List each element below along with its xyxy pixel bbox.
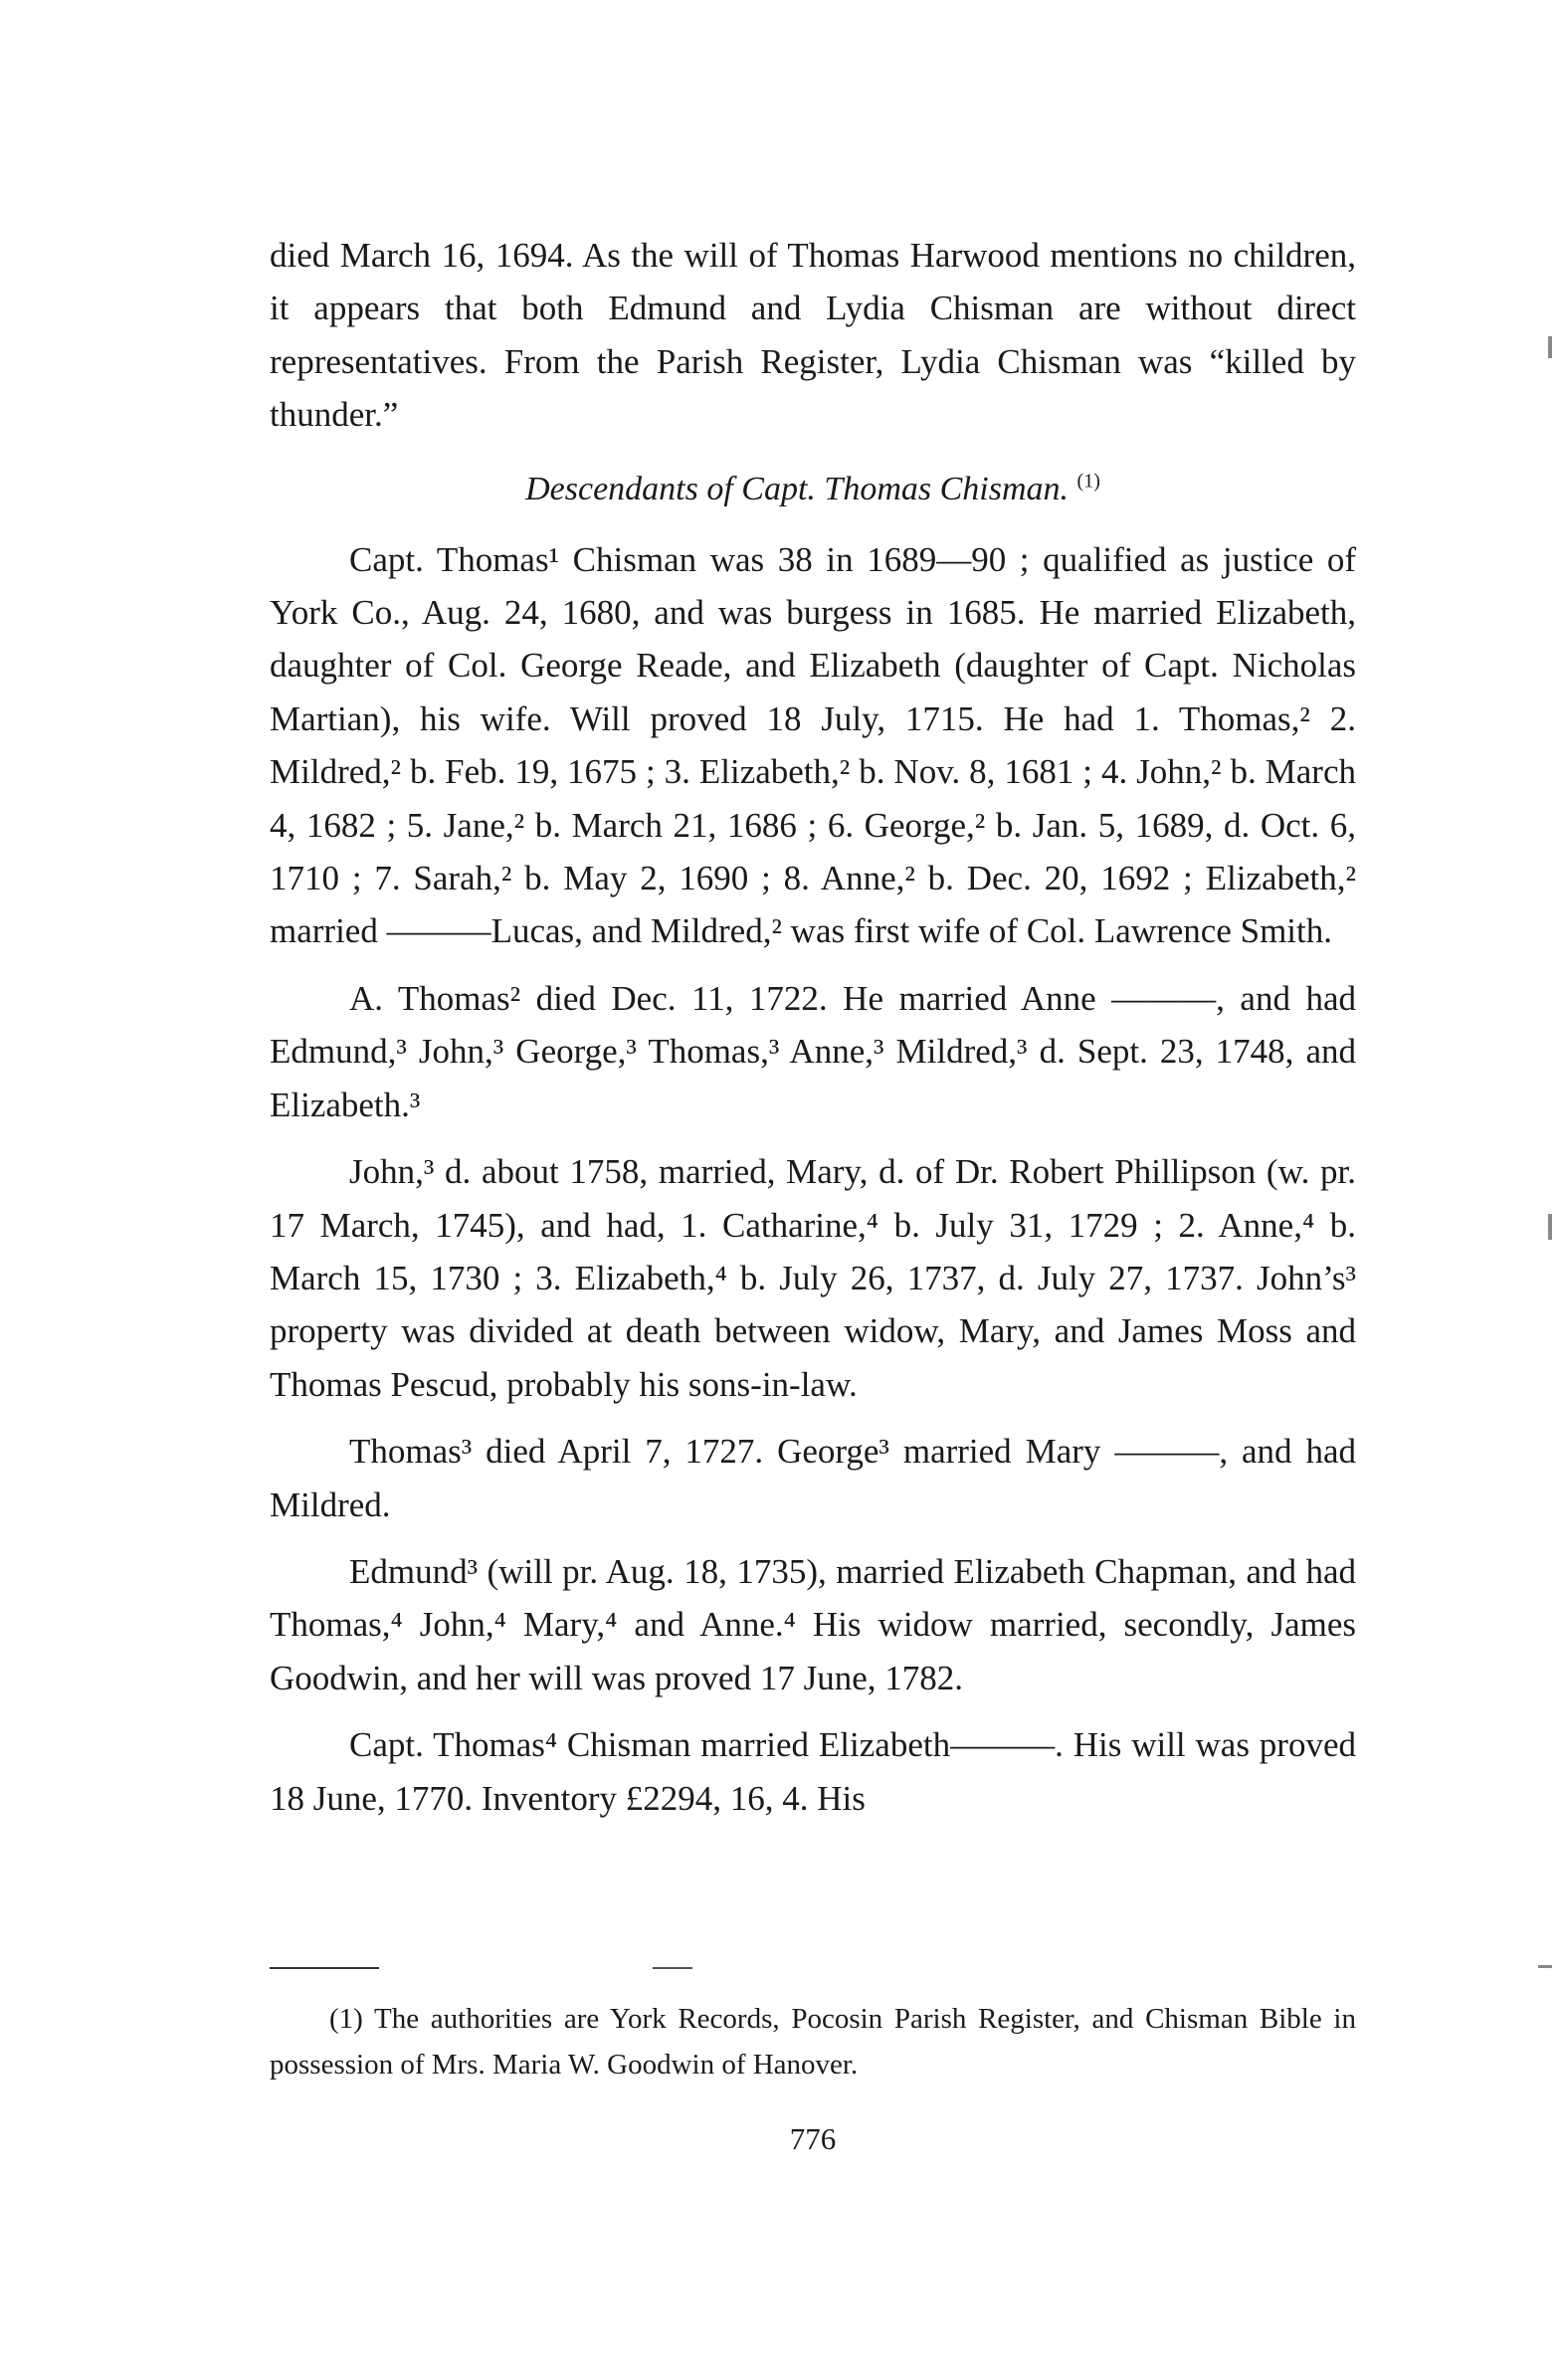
paragraph-john-3: John,³ d. about 1758, married, Mary, d. of Dr. Robert Phillipson (w. pr. 17 March, 1745), and had, 1. Catharine,⁴ b. July 31, 1729 ; 2. Anne,⁴ b. March 15, 1730 ; 3. Elizabeth,⁴ b. July 26, 1737, d. July 27, 1737. John’s³ property was divided at death between widow, Mary, and James Moss and Thomas Pescud, probably his sons-in-law. (270, 1152, 1356, 1404)
section-heading (270, 462, 1356, 517)
page-body (270, 229, 1356, 2156)
footnote-rule-dash (653, 1967, 692, 1969)
scan-edge-mark (1548, 336, 1552, 358)
page-number: 776 (789, 2121, 837, 2156)
footnote: (1) The authorities are York Records, Pocosin Parish Register, and Chisman Bible in possession of Mrs. Maria W. Goodwin of Hanover. (270, 2003, 1356, 2081)
paragraph-thomas-2: A. Thomas² died Dec. 11, 1722. He married Anne ———, and had Edmund,³ John,³ George,³ Thomas,³ Anne,³ Mildred,³ d. Sept. 23, 1748, and Elizabeth.³ (270, 978, 1356, 1124)
paragraph-thomas-george-3: Thomas³ died April 7, 1727. George³ married Mary ———, and had Mildred. (270, 1432, 1356, 1524)
paragraph-harwood-will: died March 16, 1694. As the will of Thomas Harwood mentions no children, it appears that both Edmund and Lydia Chisman are without direct representatives. From the Parish Register, Lydia Chisman was “killed by thunder.” (270, 236, 1356, 435)
section-heading-text: Descendants of Capt. Thomas Chisman. (525, 470, 1070, 507)
paragraph-capt-thomas-1: Capt. Thomas¹ Chisman was 38 in 1689—90 ; qualified as justice of York Co., Aug. 24, 1680, and was burgess in 1685. He married Elizabeth, daughter of Col. George Reade, and Elizabeth (daughter of Capt. Nicholas Martian), his wife. Will proved 18 July, 1715. He had 1. Thomas,² 2. Mildred,² b. Feb. 19, 1675 ; 3. Elizabeth,² b. Nov. 8, 1681 ; 4. John,² b. March 4, 1682 ; 5. Jane,² b. March 21, 1686 ; 6. George,² b. Jan. 5, 1689, d. Oct. 6, 1710 ; 7. Sarah,² b. May 2, 1690 ; 8. Anne,² b. Dec. 20, 1692 ; Elizabeth,² married ———Lucas, and Mildred,² was first wife of Col. Lawrence Smith. (270, 539, 1356, 951)
footnote-rule (270, 1967, 379, 1969)
paragraph-edmund-3: Edmund³ (will pr. Aug. 18, 1735), married Elizabeth Chapman, and had Thomas,⁴ John,⁴ Mary,⁴ and Anne.⁴ His widow married, secondly, James Goodwin, and her will was proved 17 June, 1782. (270, 1551, 1356, 1697)
scan-edge-mark (1548, 1214, 1552, 1240)
heading-footnote-ref: (1) (1076, 470, 1100, 493)
scan-edge-mark (1538, 1965, 1552, 1968)
paragraph-capt-thomas-4: Capt. Thomas⁴ Chisman married Elizabeth———. His will was proved 18 June, 1770. Inventory £2294, 16, 4. His (270, 1725, 1356, 1818)
